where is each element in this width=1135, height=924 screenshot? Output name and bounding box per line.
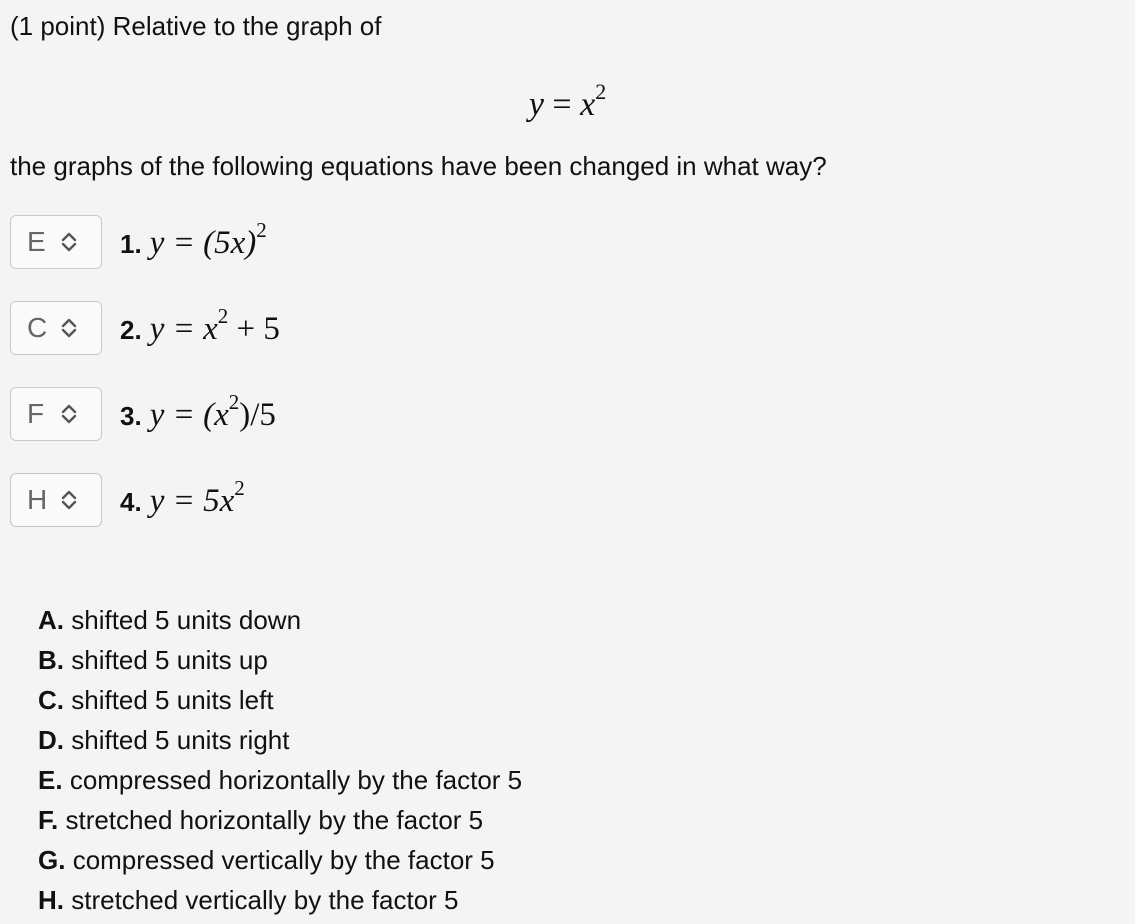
- eq-exponent: 2: [595, 79, 607, 104]
- item-number: 1.: [120, 229, 142, 259]
- equation-tail: + 5: [228, 311, 280, 347]
- answer-row-2: [10, 300, 280, 356]
- option-e: E. compressed horizontally by the factor 5: [38, 765, 523, 795]
- option-d: D. shifted 5 units right: [38, 725, 290, 755]
- options-list: [38, 600, 522, 920]
- eq-var: x: [580, 86, 596, 123]
- answer-row-3: [10, 386, 276, 442]
- equation-expr: y = (x: [149, 397, 229, 433]
- equation-1: [120, 218, 267, 262]
- equation-expr: y = (5x): [149, 225, 257, 261]
- equation-2: [120, 304, 280, 348]
- answer-select-4[interactable]: [10, 473, 102, 527]
- option-b: B. shifted 5 units up: [38, 645, 268, 675]
- display-equation: [0, 72, 1135, 125]
- select-value: C: [27, 312, 48, 343]
- option-f: F. stretched horizontally by the factor 5: [38, 805, 484, 835]
- equation-exponent: 2: [256, 218, 267, 242]
- item-number: 2.: [120, 315, 142, 345]
- item-number: 3.: [120, 401, 142, 431]
- equation-expr: y = x: [149, 311, 218, 347]
- answer-row-1: [10, 214, 267, 270]
- equation-exponent: 2: [228, 390, 240, 414]
- problem-intro: (1 point) Relative to the graph of: [10, 11, 382, 41]
- option-c: C. shifted 5 units left: [38, 685, 274, 715]
- answer-select-2[interactable]: [10, 301, 102, 355]
- equation-exponent: 2: [234, 476, 245, 500]
- question-text: the graphs of the following equations have been changed in what way?: [10, 151, 827, 181]
- up-down-chevron-icon: [59, 488, 79, 512]
- up-down-chevron-icon: [59, 316, 79, 340]
- equation-3: [120, 390, 276, 434]
- answer-select-1[interactable]: [10, 215, 102, 269]
- option-h: H. stretched vertically by the factor 5: [38, 885, 459, 915]
- select-value: H: [27, 484, 48, 515]
- item-number: 4.: [120, 487, 142, 517]
- equation-expr: y = 5x: [149, 483, 235, 519]
- select-value: F: [27, 398, 45, 429]
- select-value: E: [27, 226, 46, 257]
- equation-4: [120, 476, 245, 520]
- up-down-chevron-icon: [59, 230, 79, 254]
- eq-op: =: [552, 86, 572, 123]
- option-g: G. compressed vertically by the factor 5: [38, 845, 495, 875]
- option-a: A. shifted 5 units down: [38, 605, 302, 635]
- answer-select-3[interactable]: [10, 387, 102, 441]
- answer-row-4: [10, 472, 245, 528]
- equation-exponent: 2: [217, 304, 229, 328]
- equation-tail: )/5: [239, 397, 276, 433]
- eq-lhs: y: [528, 86, 544, 123]
- up-down-chevron-icon: [59, 402, 79, 426]
